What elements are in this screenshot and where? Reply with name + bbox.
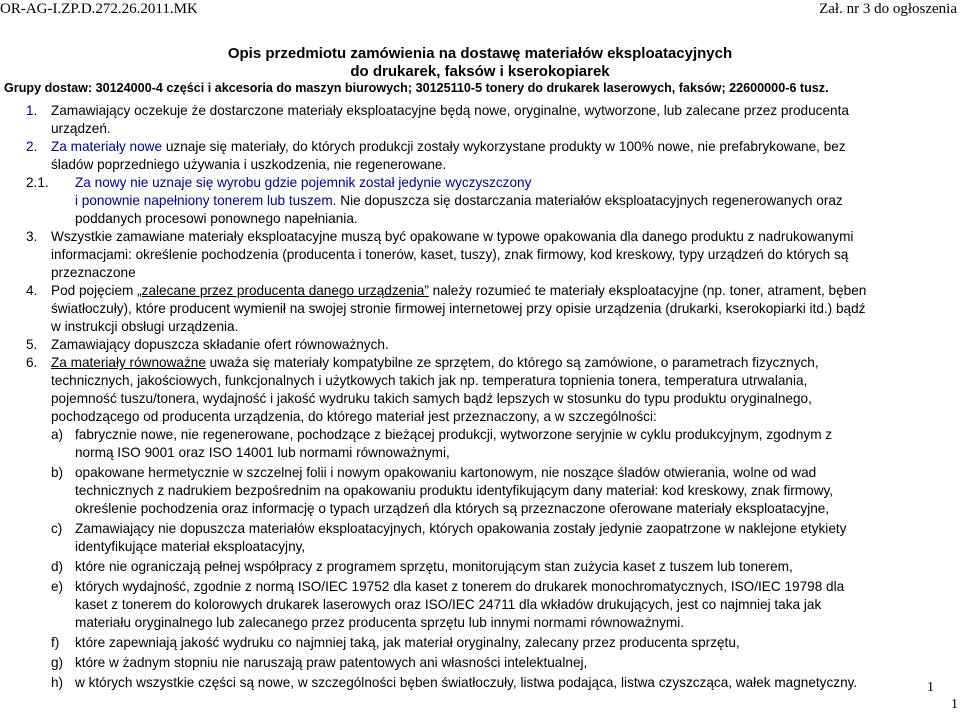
list-label-a: a) [51,427,64,442]
paragraph-1-line: urządzeń. [51,121,111,136]
list-item-d-line: które nie ograniczają pełnej współpracy z programem sprzętu, monitorującym stan zużycia kaset z tuszem lub tonerem, [75,559,793,574]
paragraph-3-line: informacjami: określenie pochodzenia (producenta i tonerów, kaset, tuszy), znak firmowy, kod kreskowy, typy urządzeń do których są [51,247,849,262]
item-number-3: 3. [26,229,38,244]
paragraph-3-line: przeznaczone [51,265,136,280]
list-item-e-line: materiału oryginalnego lub zalecanego przez producenta sprzętu lub innymi normami równoważnymi. [75,615,685,630]
list-item-c-line: Zamawiający nie dopuszcza materiałów eksploatacyjnych, których opakowania zostały jedynie zaopatrzone w naklejone etykiety [75,521,847,536]
item-number-4: 4. [26,283,38,298]
paragraph-4-line: światłoczuły), które producent wymienił na swojej stronie firmowej internetowej przy opisie urządzenia (drukarki, kserokopiarki itd.) bądź [51,301,866,316]
item-number-5: 5. [26,337,38,352]
paragraph-6-line: pojemność tuszu/tonera, wydajność i jakość wydruku takich samych bądź lepszych w stosunku do typu produktu oryginalnego, [51,391,812,406]
new-materials-term: Za materiały nowe [51,139,163,154]
list-item-b-line: opakowane hermetycznie w szczelnej folii i nowym opakowaniu kartonowym, nie noszące śladów otwierania, wolne od wad [75,465,817,480]
list-label-g: g) [51,655,64,670]
list-item-e-line: których wydajność, zgodnie z normą ISO/IEC 19752 dla kaset z tonerem do drukarek monochromatycznych, ISO/IEC 19798 dla [75,579,845,594]
list-label-h: h) [51,675,64,690]
paragraph-3-line: Wszystkie zamawiane materiały eksploatacyjne muszą być opakowane w typowe opakowania dla danego produktu z nadrukowanymi [51,229,854,244]
item-number-1: 1. [26,103,38,118]
item-number-2-1: 2.1. [26,175,49,190]
paragraph-2-1-line: poddanych procesowi ponownego napełniania. [75,211,358,226]
paragraph-4-line: w instrukcji obsługi urządzenia. [51,319,239,334]
list-item-b-line: technicznych z nadrukiem bezpośrednim na opakowaniu produktu identyfikującym dany materiał: kod kreskowy, znak firmowy, [75,483,834,498]
paragraph-2-line: śladów poprzedniego używania i uszkodzenia, nie regenerowane. [51,157,447,172]
attachment-label: Zał. nr 3 do ogłoszenia [819,1,957,17]
paragraph-6-line: Za materiały równoważne uważa się materiały kompatybilne ze sprzętem, do którego są zamówione, o parametrach fizycznych, [51,355,819,370]
list-label-f: f) [51,635,60,650]
list-item-a-line: normą ISO 9001 oraz ISO 14001 lub normami równoważnymi, [75,445,450,460]
list-label-e: e) [51,579,64,594]
paragraph-5-line: Zamawiający dopuszcza składanie ofert równoważnych. [51,337,389,352]
list-item-e-line: kaset z tonerem do kolorowych drukarek laserowych oraz ISO/IEC 24711 dla wkładów drukujących, jest co najmniej taka jak [75,597,822,612]
list-label-b: b) [51,465,64,480]
supply-groups: Grupy dostaw: 30124000-4 części i akcesoria do maszyn biurowych; 30125110-5 tonery do drukarek laserowych, faksów; 22600000-6 tusz. [4,81,829,95]
list-item-h-line: w których wszystkie części są nowe, w szczególności bęben światłoczuły, listwa podająca, listwa czyszcząca, wałek magnetyczny. [75,675,858,690]
list-label-c: c) [51,521,63,536]
paragraph-1-line: Zamawiający oczekuje że dostarczone materiały eksploatacyjne będą nowe, oryginalne, wytworzone, lub zalecane przez producenta [51,103,849,118]
page-number: 1 [951,697,958,712]
paragraph-2-line: Za materiały nowe uznaje się materiały, do których produkcji zostały wykorzystane produkty w 100% nowe, nie prefabrykowane, bez [51,139,846,154]
list-item-b-line: określenie pochodzenia oraz informację o typach urządzeń dla których są przeznaczone oferowane materiały eksploatacyjne, [75,501,830,516]
list-item-a-line: fabrycznie nowe, nie regenerowane, pochodzące z bieżącej produkcji, wytworzone seryjnie w cyklu produkcyjnym, zgodnym z [75,427,833,442]
paragraph-2-1-line: Za nowy nie uznaje się wyrobu gdzie pojemnik został jedynie wyczyszczony [75,175,532,190]
list-item-f-line: które zapewniają jakość wydruku co najmniej taką, jak materiał oryginalny, zalecany przez producenta sprzętu, [75,635,740,650]
item-number-6: 6. [26,355,38,370]
list-item-g-line: które w żadnym stopniu nie naruszają praw patentowych ani własności intelektualnej, [75,655,588,670]
document-reference: OR-AG-I.ZP.D.272.26.2011.MK [0,1,198,17]
paragraph-4-line: Pod pojęciem „zalecane przez producenta danego urządzenia” należy rozumieć te materiały eksploatacyjne (np. toner, atrament, bęben [51,283,867,298]
list-item-c-line: identyfikujące materiał eksploatacyjny, [75,539,306,554]
paragraph-6-line: technicznych, jakościowych, funkcjonalnych i użytkowych takich jak np. temperatura topnienia tonera, temperatura utrwalania, [51,373,808,388]
list-label-d: d) [51,559,64,574]
paragraph-2-1-line: i ponownie napełniony tonerem lub tuszem. Nie dopuszcza się dostarczania materiałów eksploatacyjnych regenerowanych oraz [75,193,843,208]
equivalent-term: Za materiały równoważne [51,355,206,370]
document-subtitle: do drukarek, faksów i kserokopiarek [350,63,610,80]
footer-page-number: 1 [927,680,934,695]
document-title: Opis przedmiotu zamówienia na dostawę materiałów eksploatacyjnych [227,45,733,62]
item-number-2: 2. [26,139,38,154]
paragraph-6-line: pochodzącego od producenta urządzenia, do którego materiał jest przeznaczony, a w szczególności: [51,409,657,424]
recommended-term: „zalecane przez producenta danego urządzenia” [137,283,429,298]
